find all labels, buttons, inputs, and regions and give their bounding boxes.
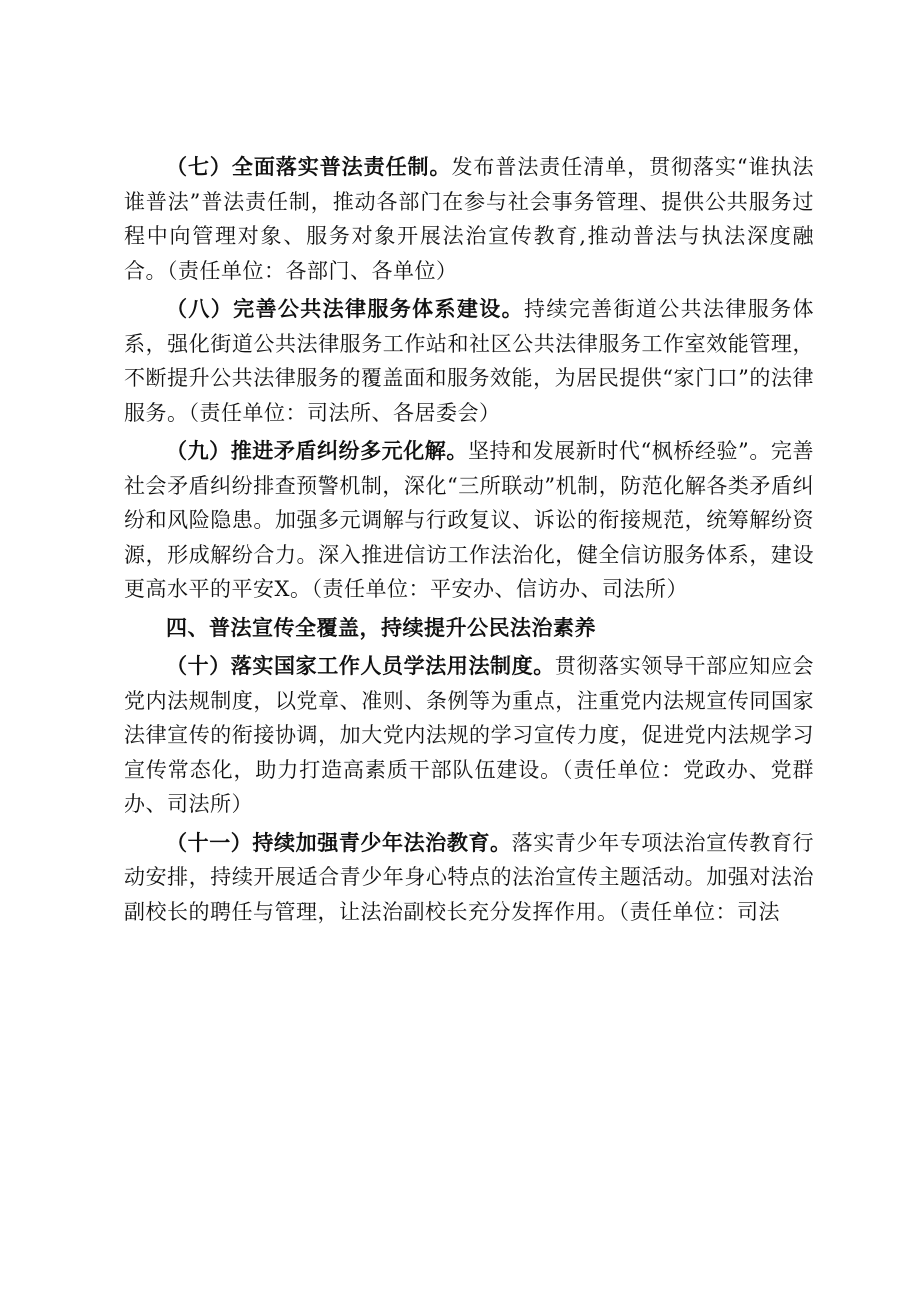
paragraph-8 [124, 292, 814, 430]
paragraph-11-body: 落实青少年专项法治宣传教育行动安排，持续开展适合青少年身心特点的法治宣传主题活动。加强对法治副校长的聘任与管理，让法治副校长充分发挥作用。（责任单位：司法 [124, 830, 814, 924]
paragraph-8-body: 持续完善街道公共法律服务体系，强化街道公共法律服务工作站和社区公共法律服务工作室效能管理，不断提升公共法律服务的覆盖面和服务效能，为居民提供“家门口”的法律服务。（责任单位：司法所、各居委会） [124, 297, 814, 425]
document-page [124, 150, 814, 929]
section-heading: 四、普法宣传全覆盖，持续提升公民法治素养 [166, 615, 596, 640]
paragraph-10 [124, 649, 814, 822]
paragraph-9-lead: （九）推进矛盾纠纷多元化解。 [166, 439, 468, 463]
paragraph-11-lead: （十一）持续加强青少年法治教育。 [166, 830, 512, 855]
paragraph-7-lead: （七）全面落实普法责任制。 [166, 155, 452, 179]
paragraph-10-lead: （十）落实国家工作人员学法用法制度。 [166, 654, 555, 678]
paragraph-8-lead: （八）完善公共法律服务体系建设。 [166, 297, 524, 321]
paragraph-9-body: 坚持和发展新时代“枫桥经验”。完善社会矛盾纠纷排查预警机制，深化“三所联动”机制，防范化解各类矛盾纠纷和风险隐患。加强多元调解与行政复议、诉讼的衔接规范，统筹解纷资源，形成解纷合力。深入推进信访工作法治化，健全信访服务体系，建设更高水平的平安X。（责任单位：平安办、信访办、司法所） [124, 439, 814, 601]
paragraph-11 [124, 826, 814, 930]
paragraph-7 [124, 150, 814, 288]
paragraph-7-body: 发布普法责任清单，贯彻落实“谁执法谁普法”普法责任制，推动各部门在参与社会事务管理、提供公共服务过程中向管理对象、服务对象开展法治宣传教育,推动普法与执法深度融合。（责任单位：各部门、各单位） [124, 155, 815, 283]
paragraph-9 [124, 434, 814, 607]
paragraph-10-body: 贯彻落实领导干部应知应会党内法规制度，以党章、准则、条例等为重点，注重党内法规宣传同国家法律宣传的衔接协调，加大党内法规的学习宣传力度，促进党内法规学习宣传常态化，助力打造高素质干部队伍建设。（责任单位：党政办、党群办、司法所） [124, 654, 815, 816]
